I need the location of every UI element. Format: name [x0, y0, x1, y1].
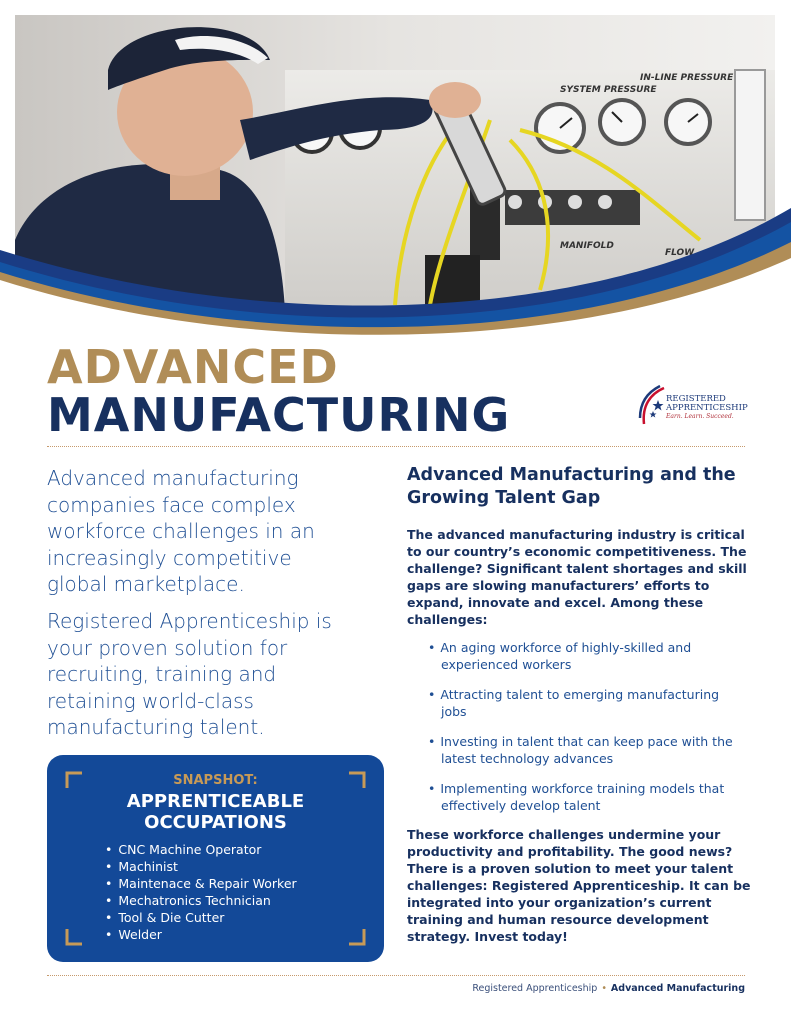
occupation-list	[105, 841, 297, 943]
snapshot-title-line1: APPRENTICEABLE	[126, 791, 305, 812]
registered-apprenticeship-logo	[636, 378, 746, 436]
corner-bracket-icon	[348, 928, 366, 946]
footer-right: Advanced Manufacturing	[610, 983, 745, 994]
closing-paragraph: These workforce challenges undermine your productivity and profitability. The good news? There is a proven solution to meet your talent challenges: Registered Apprenticeship. It can be integrated into your organization’s current training and human resource development strategy. Invest today!	[407, 827, 751, 944]
occupation-item: • Tool & Die Cutter	[105, 909, 297, 926]
gauge-label-flow: FLOW	[665, 248, 695, 258]
occupation-item: • Machinist	[105, 858, 297, 875]
intro-paragraph-1: Advanced manufacturing companies face complex workforce challenges in an increasingly competitive global marketplace.	[47, 466, 315, 596]
footer-separator: •	[601, 983, 607, 994]
footer-left: Registered Apprenticeship	[472, 983, 598, 994]
logo-tagline: Earn. Learn. Succeed.	[666, 413, 734, 420]
flow-meter	[735, 70, 765, 220]
gauge-label-system: SYSTEM PRESSURE	[560, 85, 657, 95]
intro-paragraph-2: Registered Apprenticeship is your proven solution for recruiting, training and retaining world-class manufacturing talent.	[47, 609, 332, 739]
section-heading: Advanced Manufacturing and the Growing Talent Gap	[407, 465, 736, 508]
challenge-item: • An aging workforce of highly-skilled and experienced workers	[428, 640, 738, 673]
logo-name: REGISTERED APPRENTICESHIP	[666, 394, 748, 413]
rocket-stars-logo-icon	[636, 384, 666, 428]
gauge-label-manifold: MANIFOLD	[560, 241, 614, 251]
challenges-list	[428, 640, 738, 828]
snapshot-title	[47, 791, 384, 833]
challenge-item: • Investing in talent that can keep pace with the latest technology advances	[428, 734, 738, 767]
hero-photo	[0, 0, 791, 335]
occupation-item: • CNC Machine Operator	[105, 841, 297, 858]
snapshot-kicker: SNAPSHOT:	[173, 773, 258, 788]
occupation-item: • Mechatronics Technician	[105, 892, 297, 909]
occupation-item: • Maintenace & Repair Worker	[105, 875, 297, 892]
hero-illustration	[0, 0, 791, 335]
snapshot-title-line2: OCCUPATIONS	[144, 812, 287, 833]
top-divider	[47, 446, 745, 447]
challenge-item: • Attracting talent to emerging manufacturing jobs	[428, 687, 738, 720]
occupation-item: • Welder	[105, 926, 297, 943]
title-manufacturing: MANUFACTURING	[47, 388, 511, 442]
title-advanced: ADVANCED	[47, 340, 339, 394]
bottom-divider	[47, 975, 745, 976]
challenge-item: • Implementing workforce training models that effectively develop talent	[428, 781, 738, 814]
section-intro: The advanced manufacturing industry is critical to our country’s economic competitiveness. The challenge? Significant talent shortages and skill gaps are slowing manufacturers’ efforts to expand, innovate and excel. Among these challenges:	[407, 527, 747, 627]
snapshot-panel	[47, 755, 384, 962]
footer	[472, 983, 745, 994]
corner-bracket-icon	[65, 928, 83, 946]
gauge-label-inline: IN-LINE PRESSURE	[640, 73, 734, 83]
